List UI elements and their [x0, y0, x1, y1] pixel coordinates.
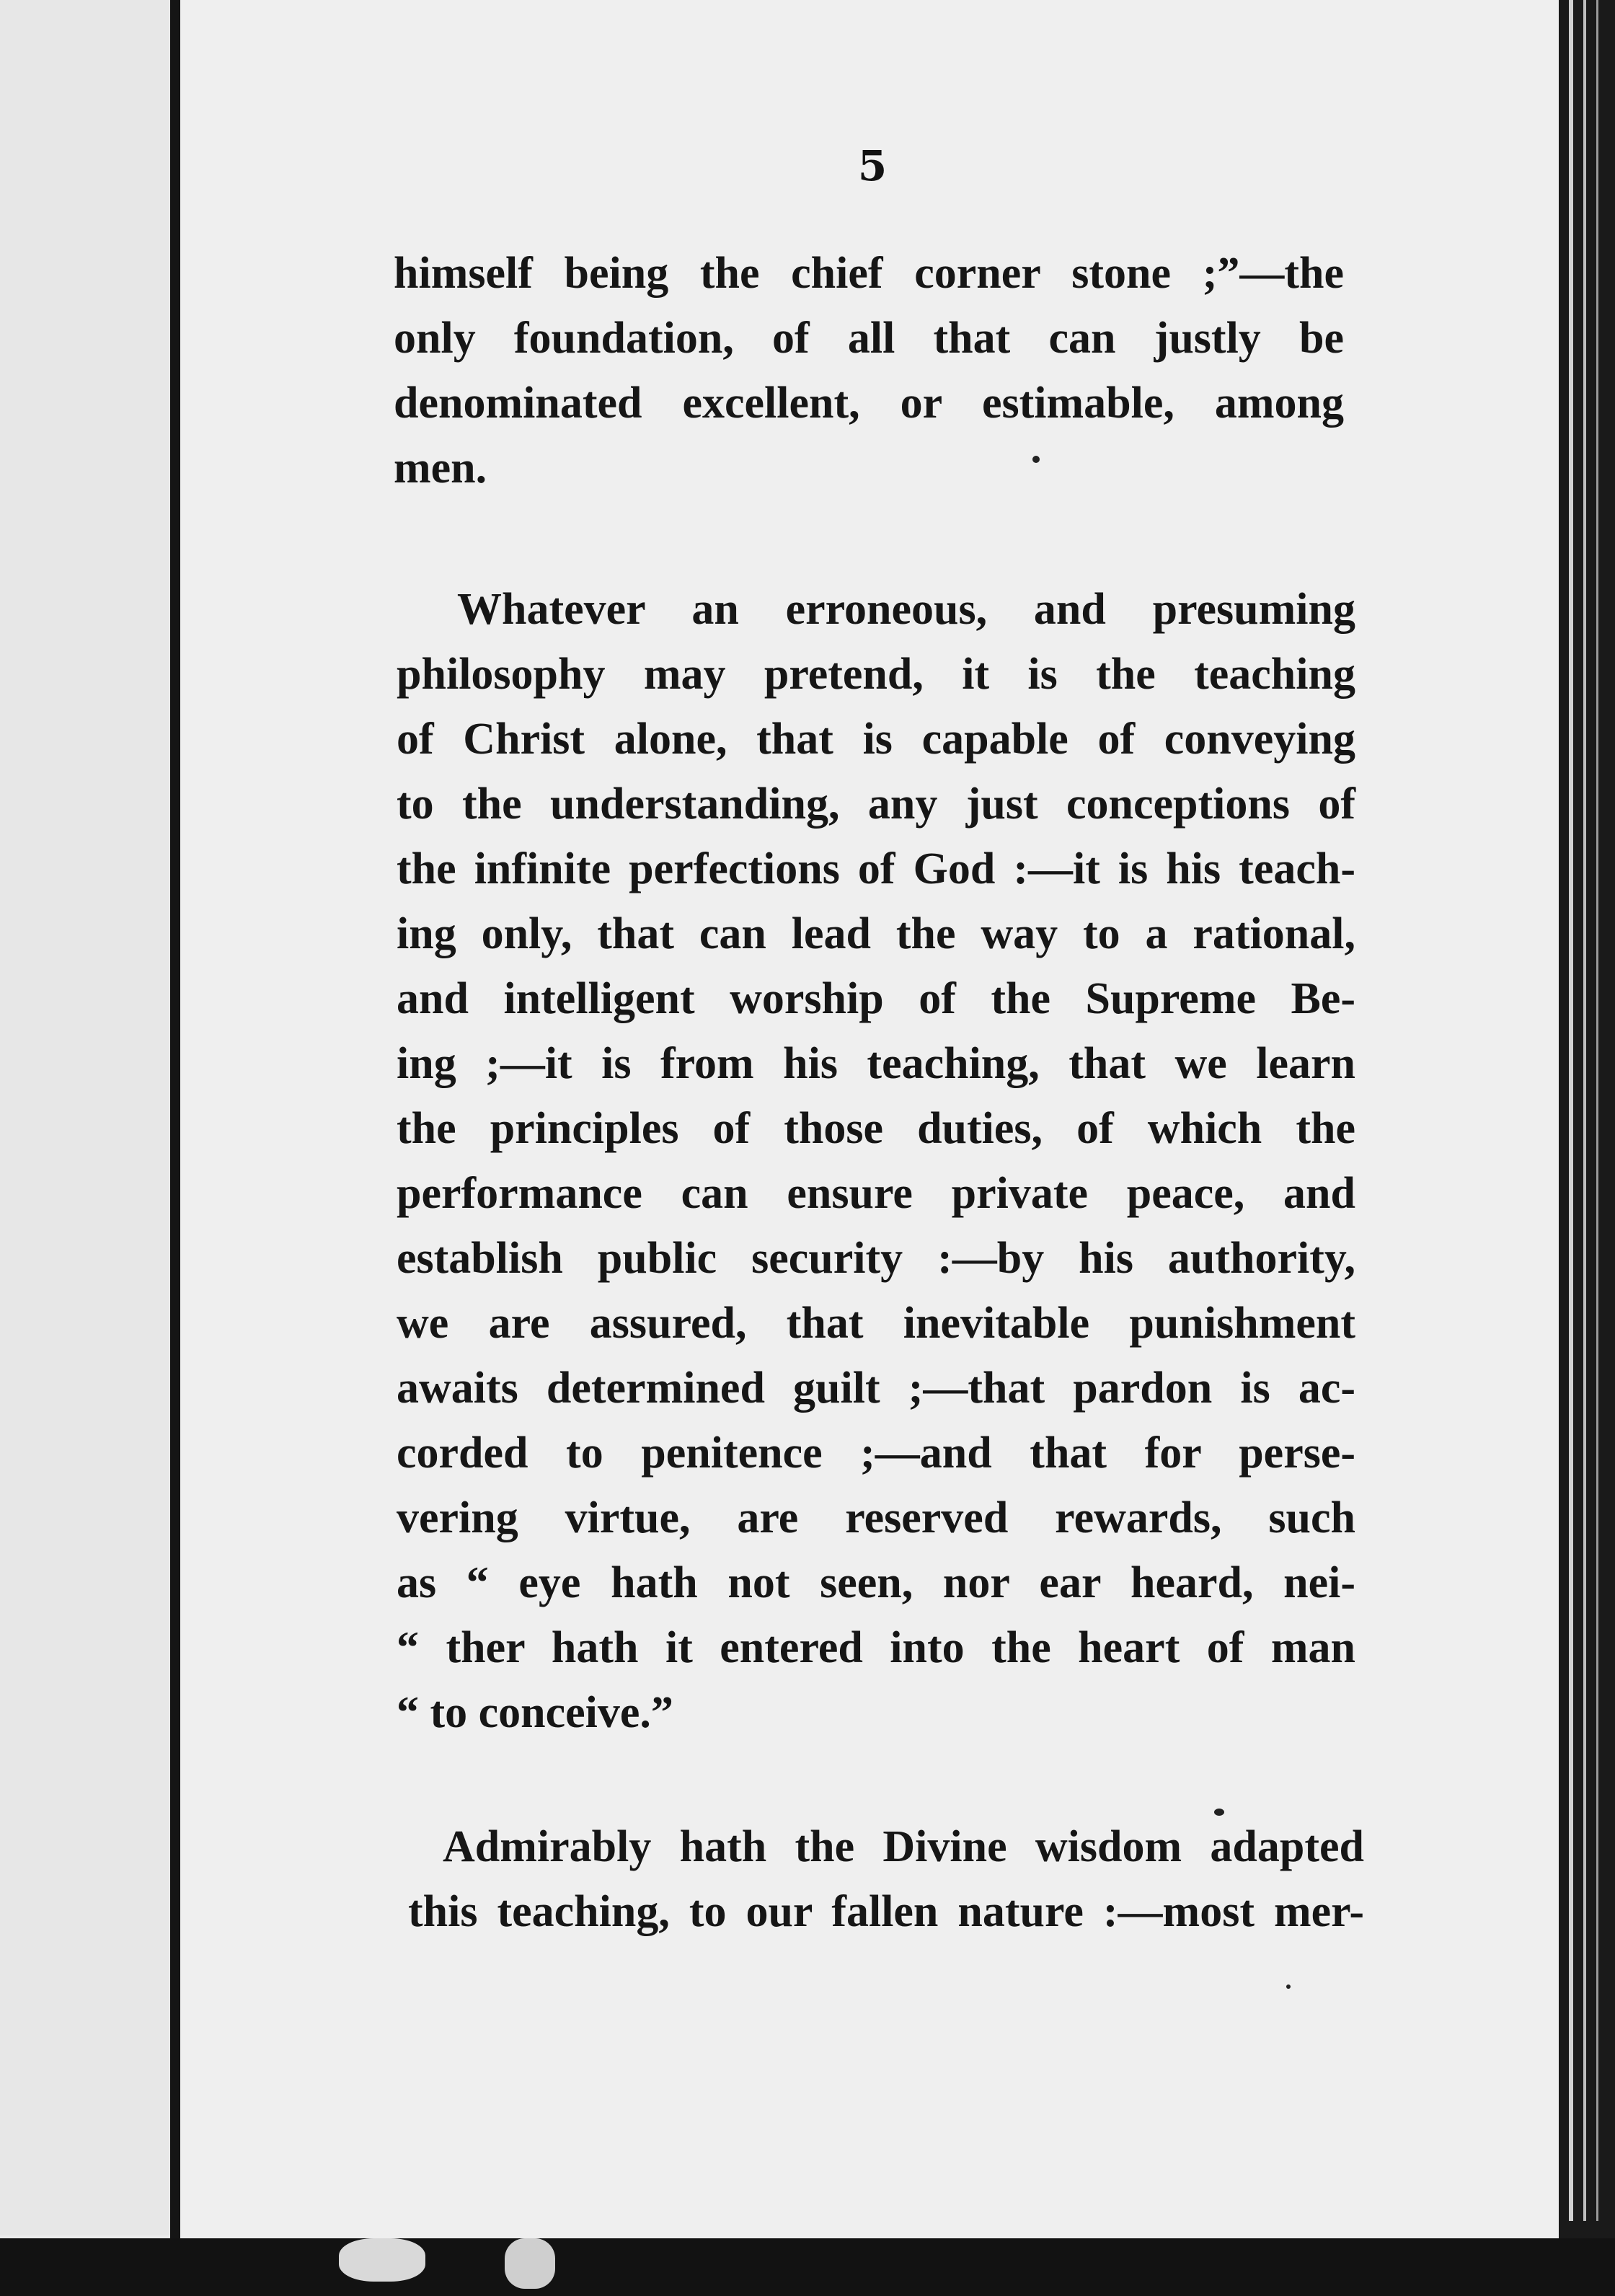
edge-stripe: [1596, 0, 1598, 2221]
text-line: of Christ alone, that is capable of conveying: [397, 715, 1355, 764]
text-line: Admirably hath the Divine wisdom adapted: [443, 1822, 1364, 1871]
text-line: ing only, that can lead the way to a rational,: [397, 909, 1355, 958]
paper-damage: [339, 2238, 425, 2282]
text-line: establish public security :—by his authority,: [397, 1234, 1355, 1283]
text-line: himself being the chief corner stone ;”—the: [394, 249, 1344, 298]
text-line: the principles of those duties, of which the: [397, 1104, 1355, 1153]
page-number: 5: [857, 141, 888, 190]
paragraph-1: [394, 241, 1344, 500]
text-line: denominated excellent, or estimable, among: [394, 379, 1344, 428]
text-line: we are assured, that inevitable punishment: [397, 1299, 1355, 1348]
text-line: philosophy may pretend, it is the teaching: [397, 650, 1355, 699]
text-line: vering virtue, are reserved rewards, such: [397, 1493, 1355, 1542]
page-edge-right: [1559, 0, 1615, 2296]
left-facing-page: [0, 0, 170, 2235]
text-line: “ to conceive.”: [397, 1688, 673, 1737]
text-line: performance can ensure private peace, and: [397, 1169, 1355, 1218]
text-line: ing ;—it is from his teaching, that we learn: [397, 1039, 1355, 1088]
text-line: only foundation, of all that can justly be: [394, 314, 1344, 363]
ink-speck: [1286, 1984, 1291, 1989]
text-line: this teaching, to our fallen nature :—most mer-: [408, 1887, 1364, 1936]
paper-damage: [505, 2238, 555, 2289]
paragraph-3: [408, 1814, 1364, 1944]
text-line: corded to penitence ;—and that for perse-: [397, 1429, 1355, 1478]
text-line: as “ eye hath not seen, nor ear heard, nei-: [397, 1558, 1355, 1607]
edge-stripe: [1569, 0, 1573, 2221]
bottom-shadow: [0, 2238, 1615, 2296]
paragraph-2: [397, 577, 1355, 1745]
text-line: “ ther hath it entered into the heart of man: [397, 1623, 1355, 1672]
text-line: and intelligent worship of the Supreme Be-: [397, 974, 1355, 1023]
text-line: Whatever an erroneous, and presuming: [457, 585, 1355, 634]
text-line: men.: [394, 443, 487, 493]
text-line: the infinite perfections of God :—it is his teach-: [397, 844, 1355, 893]
book-gutter: [170, 0, 180, 2243]
text-line: to the understanding, any just conceptions of: [397, 780, 1355, 829]
text-line: awaits determined guilt ;—that pardon is ac-: [397, 1364, 1355, 1413]
edge-stripe: [1583, 0, 1586, 2221]
